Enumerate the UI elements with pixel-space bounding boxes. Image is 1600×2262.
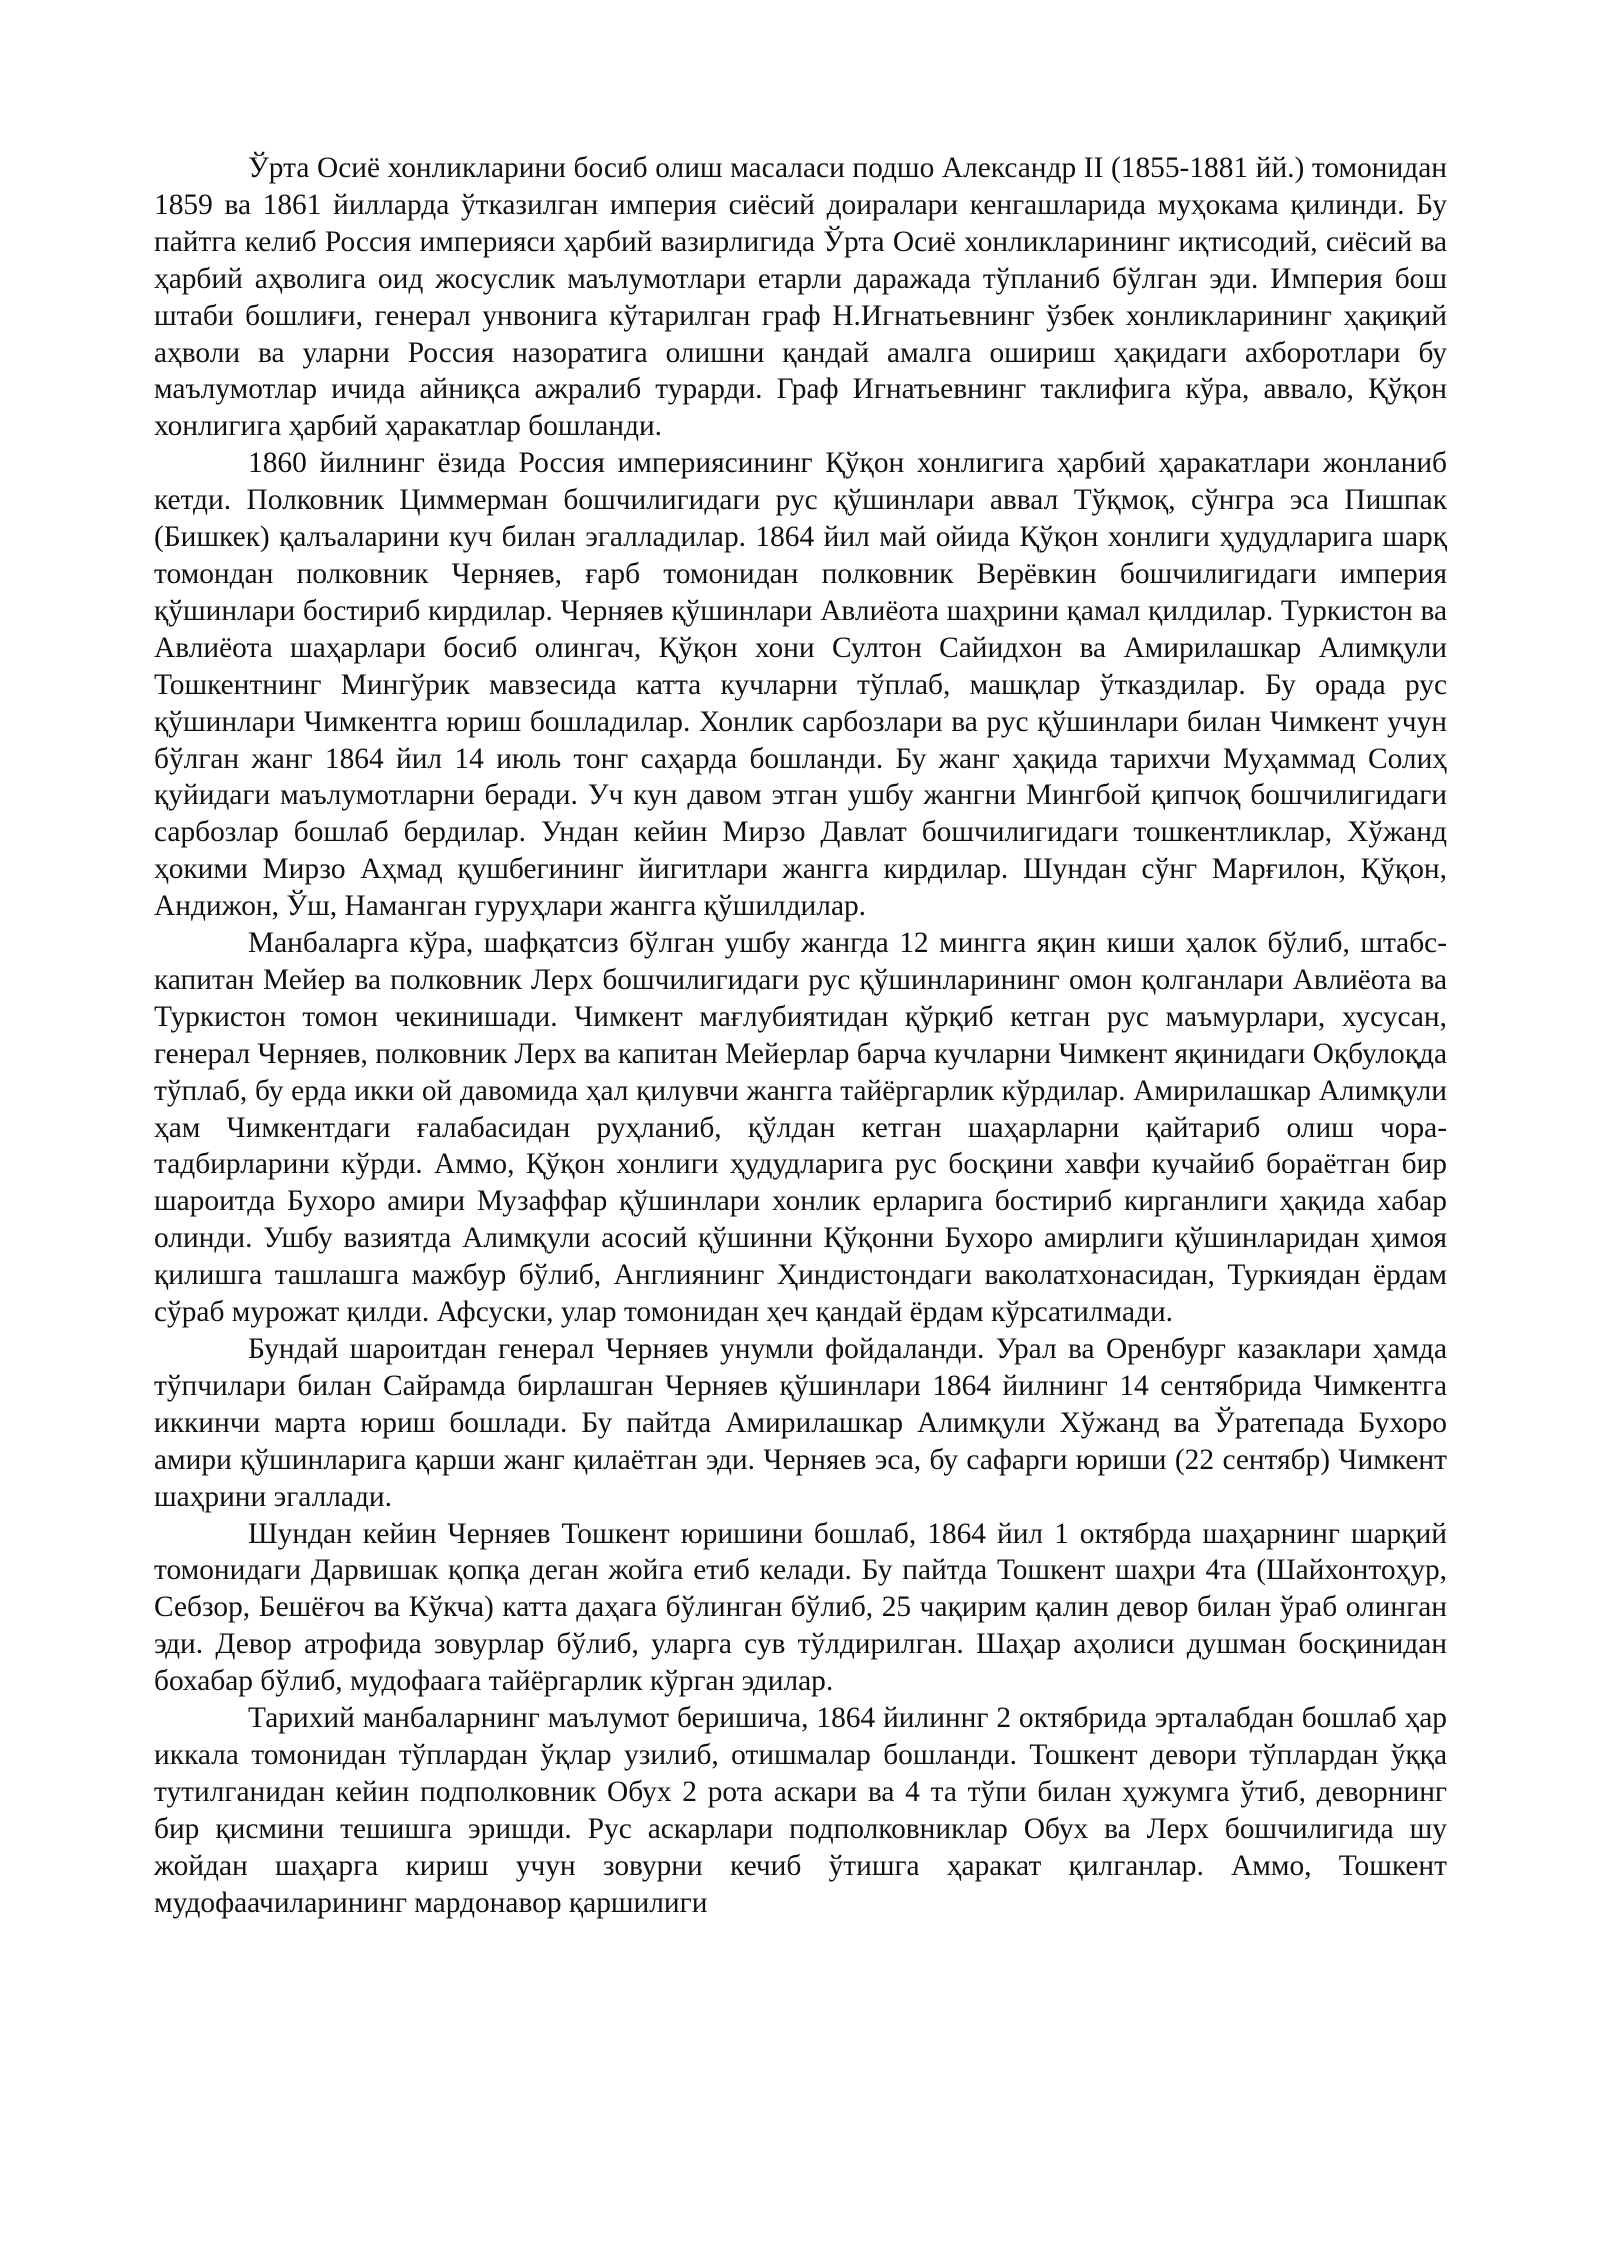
paragraph: Тарихий манбаларнинг маълумот беришича, 1864 йилиннг 2 октябрида эрталабдан бошлаб ҳар иккала томонидан тўплардан ўқлар узилиб, отишмалар бошланди. Тошкент девори тўплардан ўққа тутилганидан кейин подполковник Обух 2 рота аскари ва 4 та тўпи билан ҳужумга ўтиб, деворнинг бир қисмини тешишга эришди. Рус аскарлари подполковниклар Обух ва Лерх бошчилигида шу жойдан шаҳарга кириш учун зовурни кечиб ўтишга ҳаракат қилганлар. Аммо, Тошкент мудофаачиларининг мардонавор қаршилиги <box>154 1702 1447 1919</box>
paragraph: Бундай шароитдан генерал Черняев унумли фойдаланди. Урал ва Оренбург казаклари ҳамда тўпчилари билан Сайрамда бирлашган Черняев қўшинлари 1864 йилнинг 14 сентябрида Чимкентга иккинчи марта юриш бошлади. Бу пайтда Амирилашкар Алимқули Хўжанд ва Ўратепада Бухоро амири қўшинларига қарши жанг қилаётган эди. Черняев эса, бу сафарги юриши (22 сентябр) Чимкент шаҳрини эгаллади. <box>154 1333 1447 1513</box>
paragraph: 1860 йилнинг ёзида Россия империясининг Қўқон хонлигига ҳарбий ҳаракатлари жонланиб кетди. Полковник Циммерман бошчилигидаги рус қўшинлари аввал Тўқмоқ, сўнгра эса Пишпак (Бишкек) қалъаларини куч билан эгалладилар. 1864 йил май ойида Қўқон хонлиги ҳудудларига шарқ томондан полковник Черняев, ғарб томонидан полковник Верёвкин бошчилигидаги империя қўшинлари бостириб кирдилар. Черняев қўшинлари Авлиёота шаҳрини қамал қилдилар. Туркистон ва Авлиёота шаҳарлари босиб олингач, Қўқон хони Султон Сайидхон ва Амирилашкар Алимқули Тошкентнинг Мингўрик мавзесида катта кучларни тўплаб, машқлар ўтказдилар. Бу орада рус қўшинлари Чимкентга юриш бошладилар. Хонлик сарбозлари ва рус қўшинлари билан Чимкент учун бўлган жанг 1864 йил 14 июль тонг саҳарда бошланди. Бу жанг ҳақида тарихчи Муҳаммад Солиҳ қуйидаги маълумотларни беради. Уч кун давом этган ушбу жангни Мингбой қипчоқ бошчилигидаги сарбозлар бошлаб бердилар. Ундан кейин Мирзо Давлат бошчилигидаги тошкентликлар, Хўжанд ҳокими Мирзо Аҳмад қушбегининг йигитлари жангга кирдилар. Шундан сўнг Марғилон, Қўқон, Андижон, Ўш, Наманган гуруҳлари жангга қўшилдилар. <box>154 447 1447 923</box>
document-page <box>154 150 1447 1922</box>
paragraph: Ўрта Осиё хонликларини босиб олиш масаласи подшо Александр II (1855-1881 йй.) томонидан 1859 ва 1861 йилларда ўтказилган империя сиёсий доиралари кенгашларида муҳокама қилинди. Бу пайтга келиб Россия империяси ҳарбий вазирлигида Ўрта Осиё хонликларининг иқтисодий, сиёсий ва ҳарбий аҳволига оид жосуслик маълумотлари етарли даражада тўпланиб бўлган эди. Империя бош штаби бошлиғи, генерал унвонига кўтарилган граф Н.Игнатьевнинг ўзбек хонликларининг ҳақиқий аҳволи ва уларни Россия назоратига олишни қандай амалга ошириш ҳақидаги ахборотлари бу маълумотлар ичида айниқса ажралиб турарди. Граф Игнатьевнинг таклифига кўра, аввало, Қўқон хонлигига ҳарбий ҳаракатлар бошланди. <box>154 152 1447 443</box>
paragraph: Манбаларга кўра, шафқатсиз бўлган ушбу жангда 12 мингга яқин киши ҳалок бўлиб, штабс-капитан Мейер ва полковник Лерх бошчилигидаги рус қўшинларининг омон қолганлари Авлиёота ва Туркистон томон чекинишади. Чимкент мағлубиятидан қўрқиб кетган рус маъмурлари, хусусан, генерал Черняев, полковник Лерх ва капитан Мейерлар барча кучларни Чимкент яқинидаги Оқбулоқда тўплаб, бу ерда икки ой давомида ҳал қилувчи жангга тайёргарлик кўрдилар. Амирилашкар Алимқули ҳам Чимкентдаги ғалабасидан руҳланиб, қўлдан кетган шаҳарларни қайтариб олиш чора-тадбирларини кўрди. Аммо, Қўқон хонлиги ҳудудларига рус босқини хавфи кучайиб бораётган бир шароитда Бухоро амири Музаффар қўшинлари хонлик ерларига бостириб кирганлиги ҳақида хабар олинди. Ушбу вазиятда Алимқули асосий қўшинни Қўқонни Бухоро амирлиги қўшинларидан ҳимоя қилишга ташлашга мажбур бўлиб, Англиянинг Ҳиндистондаги ваколатхонасидан, Туркиядан ёрдам сўраб мурожат қилди. Афсуски, улар томонидан ҳеч қандай ёрдам кўрсатилмади. <box>154 927 1447 1329</box>
paragraph: Шундан кейин Черняев Тошкент юришини бошлаб, 1864 йил 1 октябрда шаҳарнинг шарқий томонидаги Дарвишак қопқа деган жойга етиб келади. Бу пайтда Тошкент шаҳри 4та (Шайхонтоҳур, Себзор, Бешёғоч ва Кўкча) катта даҳага бўлинган бўлиб, 25 чақирим қалин девор билан ўраб олинган эди. Девор атрофида зовурлар бўлиб, уларга сув тўлдирилган. Шаҳар аҳолиси душман босқинидан бохабар бўлиб, мудофаага тайёргарлик кўрган эдилар. <box>154 1517 1447 1698</box>
